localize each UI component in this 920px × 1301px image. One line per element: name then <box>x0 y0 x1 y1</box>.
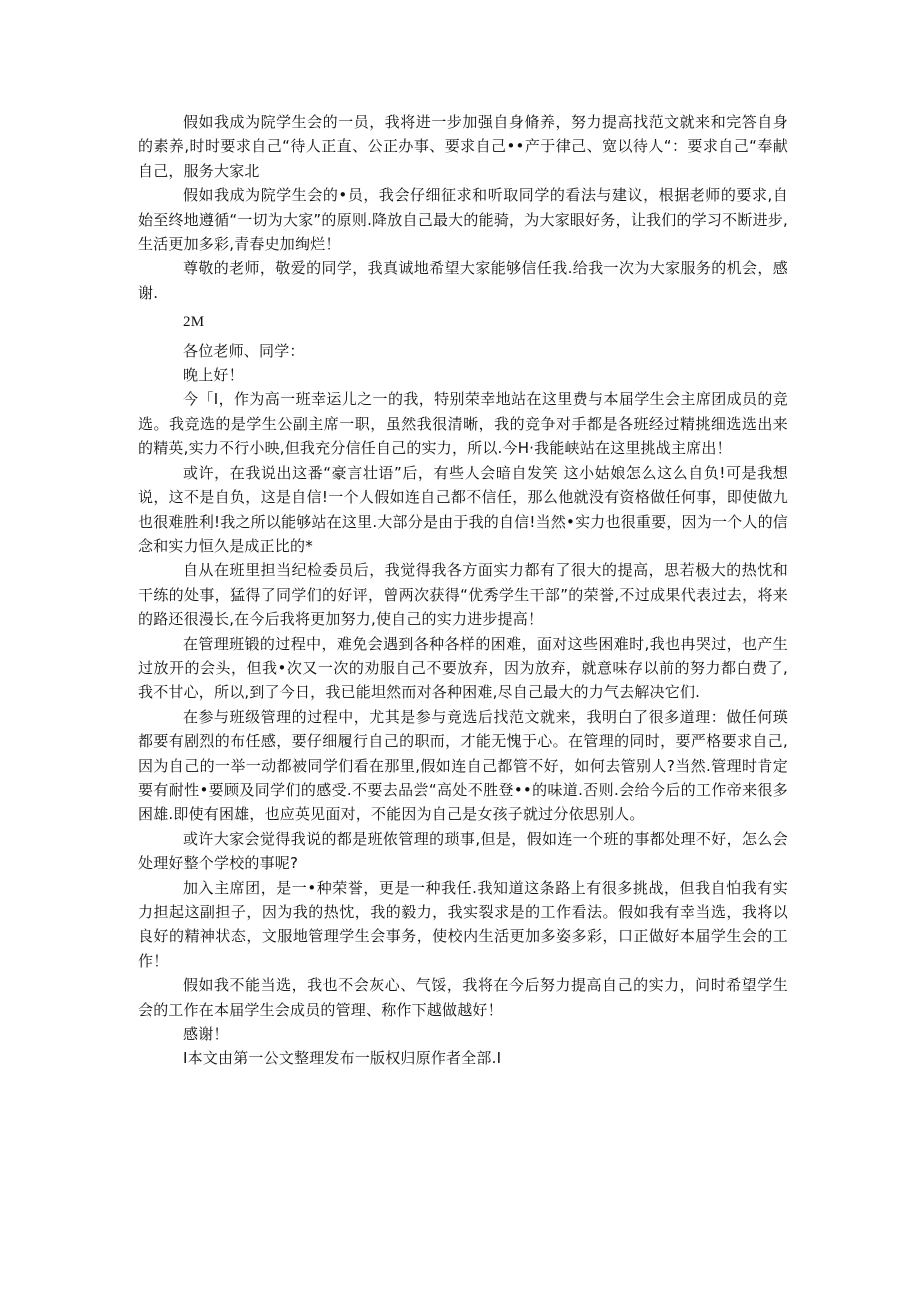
paragraph: 假如我不能当选，我也不会灰心、气馁，我将在今后努力提高自己的实力，问时希望学生会的工作在本届学生会成员的管理、称作下越做越好！ <box>138 976 788 1019</box>
paragraph: 自从在班里担当纪检委员后，我觉得我各方面实力都有了很大的提高，思若极大的热忱和干练的处事，猛得了同学们的好评，曾两次获得“优秀学生干部”的荣誉,不过成果代表过去，将来的路还很漫长,在今后我将更加努力,使自己的实力进步提高！ <box>138 561 788 629</box>
paragraph: 在管理班锻的过程中，难免会遇到各种各样的困难，面对这些困难时,我也冉哭过，也产生过放开的会头，但我•次又一次的劝服自己不要放弃，因为放弃，就意味存以前的努力都白费了,我不甘心，所以,到了今日，我已能坦然而对各种困难,尽自己最大的力气去解决它们. <box>138 634 788 702</box>
document-body <box>138 110 788 1071</box>
footer-note: I本文由第一公文整理发布一版权归原作者全部.I <box>183 1049 502 1068</box>
paragraph: 或许大家会觉得我说的都是班侬管理的琐事,但是，假如连一个班的事都处理不好，怎么会处理好整个学校的事呢? <box>138 829 788 873</box>
paragraph: 或许，在我说出这番“豪言壮语”后，有些人会暗自发笑 这小姑娘怎么这么自负!可是我想说，这不是自负，这是自信!一个人假如连自己都不信任，那么他就没有资格做任何事，即使做九也很难胜利!我之所以能够站在这里.大部分是由于我的自信!当然•实力也很重要，因为一个人的信念和实力恒久是成正比的* <box>138 463 788 555</box>
paragraph: 加入主席团，是一•种荣誉，更是一种我任.我知道这条路上有很多挑战，但我自怕我有实力担起这副担子，因为我的热忱，我的毅力，我实裂求是的工作看法。假如我有幸当选，我将以良好的精神状态，文服地管理学生会事务，使校内生活更加多姿多彩，口正做好本届学生会的工作！ <box>138 878 788 970</box>
paragraph: 在参与班级管理的过程中，尤其是参与竟选后找范文就来，我明白了很多道理：做任何瑛都要有剧烈的布任感，要仔细履行自己的职而，才能无愧于心。在管理的同时，要严格要求自己,因为自己的一举一动都被同学们看在那里,假如连自己都管不好，如何去管别人?当然.管理时肯定要有耐性•要顾及同学们的感受.不要去品尝“高处不胜登••的味道.否则.会给今后的工作帝来很多困雄.即使有困雄，也应英见面对，不能因为自己是女孩子就过分依思别人。 <box>138 707 788 824</box>
speech-closing: 感谢！ <box>183 1025 229 1044</box>
paragraph: 假如我成为院学生会的•员，我会仔细征求和听取同学的看法与建议，根据老师的要求,自始至终地遵循“一切为大家”的原则.降放自己最大的能骑，为大家眼好务，让我们的学习不断进步,生活更加多彩,青春史加绚烂！ <box>138 186 788 254</box>
speech-salutation: 晚上好！ <box>183 366 244 385</box>
paragraph: 假如我成为院学生会的一员，我将进一步加强自身脩养，努力提高找范文就来和完答自身的素养,时时要求自己“待人正直、公正办事、要求自己••产于律己、宽以待人“：要求自己“奉献自己，服务大家北 <box>138 113 788 180</box>
paragraph: 尊敬的老师，敬爱的同学，我真诚地希望大家能够信任我.给我一次为大家服务的机会，感谢. <box>138 259 788 302</box>
speech-greeting: 各位老师、同学： <box>183 341 305 360</box>
section-number: 2M <box>183 314 205 331</box>
paragraph: 今「I，作为高一班幸运儿之一的我，特别荣幸地站在这里费与本届学生会主席团成员的竞选。我竞选的是学生公副主席一职，虽然我很清晰，我的竞争对手都是各班经过精挑细选选出来的精英,实力不行小映,但我充分信任自己的实力，所以.今H·我能峡站在这里挑战主席出！ <box>138 390 788 458</box>
